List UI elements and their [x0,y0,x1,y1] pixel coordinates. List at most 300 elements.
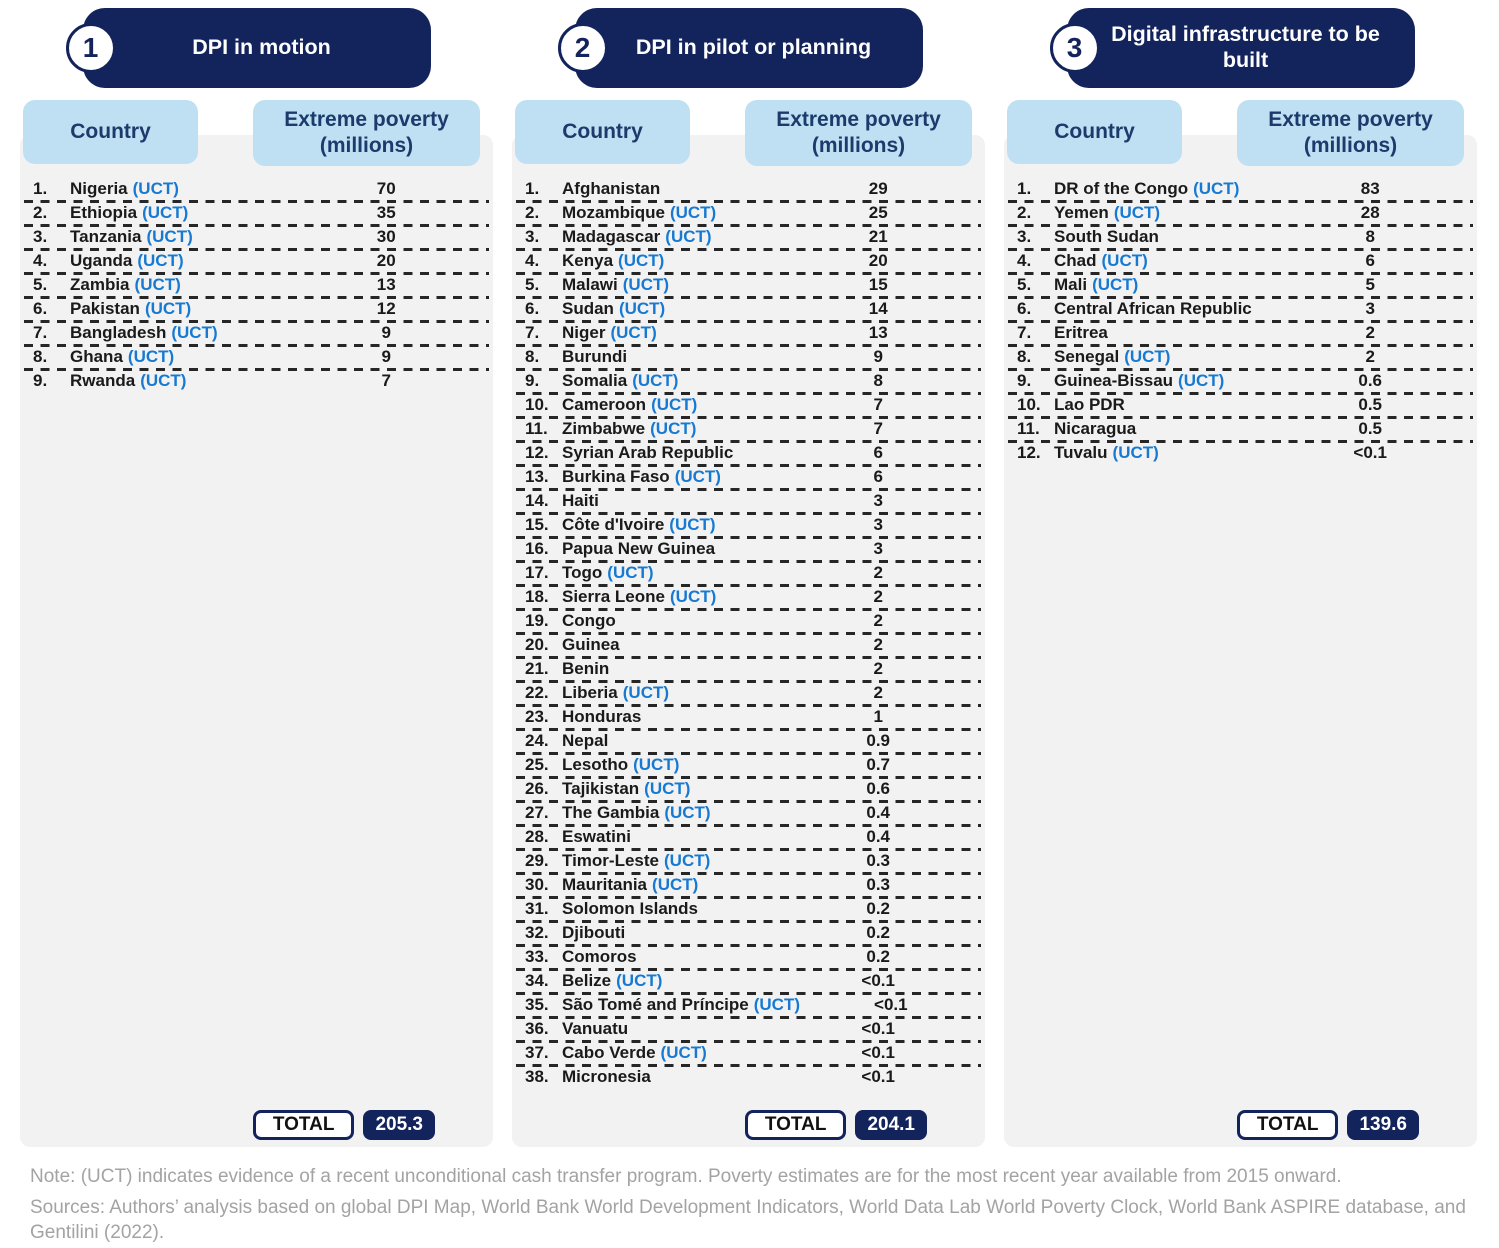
row-country [1054,203,1279,223]
row-value: <0.1 [874,995,908,1014]
row-rank: 2. [525,203,540,222]
row-country [1054,443,1279,463]
country-name: Liberia [562,683,618,702]
row-value: <0.1 [861,1067,895,1086]
row-country [70,227,295,247]
table-row [512,393,985,417]
uct-tag: (UCT) [670,587,717,606]
row-value: 0.2 [866,899,891,918]
uct-tag: (UCT) [1101,251,1148,270]
row-country [70,275,295,295]
table-row [512,177,985,201]
country-name: Central African Republic [1054,299,1252,318]
table-row [512,657,985,681]
row-country [562,707,787,727]
row-rank: 5. [1017,275,1032,294]
sources-text: Sources: Authors’ analysis based on global DPI Map, World Bank World Development Indicators, World Data Lab World Poverty Clock, World Bank ASPIRE database, and Gentilini (2022). [30,1196,1466,1244]
country-name: Tanzania [70,227,142,246]
country-name: Cameroon [562,395,647,414]
row-value: 35 [376,203,396,222]
row-value: 9 [381,347,391,366]
row-value: 2 [873,659,883,678]
row-country [562,851,787,871]
row-value: 14 [868,299,888,318]
table-row [512,609,985,633]
panel-digital-infrastructure-to-be-built [1004,8,1477,1147]
row-country [562,323,787,343]
country-name: Ghana [70,347,123,366]
row-country [562,419,787,439]
table-row [512,561,985,585]
row-country [562,179,787,199]
country-name: Chad [1054,251,1097,270]
row-country [562,539,787,559]
row-value: 29 [868,179,888,198]
table-row [512,297,985,321]
total-value: 204.1 [855,1110,927,1140]
uct-tag: (UCT) [622,683,670,702]
country-name: Guinea [562,635,620,654]
uct-tag: (UCT) [171,323,218,342]
table-row [512,321,985,345]
country-name: Timor-Leste [562,851,659,870]
row-country [562,515,787,535]
row-country [562,779,787,799]
row-value: 2 [873,635,883,654]
country-name: Syrian Arab Republic [562,443,734,462]
table-row [512,537,985,561]
row-value: 70 [376,179,396,198]
row-value: 21 [868,227,888,246]
uct-tag: (UCT) [1193,179,1240,198]
row-value: 2 [873,587,883,606]
row-value: 0.3 [866,851,891,870]
row-country [562,947,787,967]
row-rank: 31. [525,899,549,918]
row-rank: 16. [525,539,549,558]
table-row [512,273,985,297]
panel-1-column-headers [20,100,493,166]
column-header-extreme-poverty: Extreme poverty (millions) [745,100,972,166]
row-country [562,755,787,775]
table-row [512,681,985,705]
row-value: 3 [1365,299,1375,318]
country-name: Benin [562,659,610,678]
table-row [512,1065,985,1089]
row-rank: 10. [1017,395,1041,414]
country-name: Lesotho [562,755,629,774]
row-country [1054,275,1279,295]
row-rank: 12. [1017,443,1041,462]
uct-tag: (UCT) [652,875,699,894]
row-rank: 3. [1017,227,1032,246]
panel-2-title: DPI in pilot or planning [635,35,872,60]
country-name: Vanuatu [562,1019,629,1038]
row-value: 28 [1360,203,1380,222]
row-rank: 6. [525,299,540,318]
row-country [562,371,787,391]
row-rank: 34. [525,971,549,990]
country-name: Madagascar [562,227,661,246]
row-rank: 20. [525,635,549,654]
row-country [70,371,295,391]
country-name: Tajikistan [562,779,640,798]
row-country [562,443,787,463]
row-value: 8 [873,371,883,390]
panel-dpi-in-motion [20,8,493,1147]
row-country [1054,227,1279,247]
table-row [1004,225,1477,249]
uct-tag: (UCT) [607,563,654,582]
row-country [1054,179,1279,199]
table-row [512,489,985,513]
country-name: Nepal [562,731,609,750]
country-name: Mali [1054,275,1088,294]
row-value: 0.6 [1358,371,1383,390]
country-name: South Sudan [1054,227,1159,246]
row-country [562,563,787,583]
table-row [512,1041,985,1065]
uct-tag: (UCT) [622,275,670,294]
row-value: 0.9 [866,731,891,750]
uct-tag: (UCT) [146,227,193,246]
panel-3-column-headers [1004,100,1477,166]
country-name: Ethiopia [70,203,138,222]
row-country [562,491,787,511]
table-row [512,729,985,753]
row-value: 0.5 [1358,419,1383,438]
row-rank: 32. [525,923,549,942]
row-rank: 33. [525,947,549,966]
table-row [1004,177,1477,201]
uct-tag: (UCT) [669,515,716,534]
row-value: 7 [873,395,883,414]
table-row [1004,369,1477,393]
row-country [1054,395,1279,415]
row-value: 0.2 [866,947,891,966]
row-rank: 22. [525,683,549,702]
table-row [20,369,493,393]
row-rank: 5. [525,275,540,294]
column-header-extreme-poverty: Extreme poverty (millions) [1237,100,1464,166]
uct-tag: (UCT) [664,851,711,870]
panel-1-title: DPI in motion [192,35,331,60]
row-value: 15 [868,275,888,294]
row-country [562,803,787,823]
uct-tag: (UCT) [610,323,657,342]
row-rank: 4. [1017,251,1032,270]
total-label: TOTAL [253,1110,355,1140]
row-country [562,827,787,847]
row-rank: 13. [525,467,549,486]
table-row [512,1017,985,1041]
row-value: 6 [873,443,883,462]
uct-tag: (UCT) [644,779,691,798]
uct-tag: (UCT) [127,347,175,366]
country-name: DR of the Congo [1054,179,1189,198]
row-country [70,203,295,223]
row-rank: 1. [33,179,48,198]
row-rank: 3. [525,227,540,246]
row-rank: 28. [525,827,549,846]
row-country [562,203,787,223]
row-value: 2 [873,611,883,630]
row-value: 0.4 [866,827,891,846]
uct-tag: (UCT) [140,371,187,390]
total-label: TOTAL [1237,1110,1339,1140]
country-name: Niger [562,323,606,342]
table-row [20,177,493,201]
uct-tag: (UCT) [144,299,192,318]
row-country [1054,347,1279,367]
uct-tag: (UCT) [660,1043,707,1062]
row-value: <0.1 [861,971,895,990]
country-name: Djibouti [562,923,626,942]
row-country [562,587,787,607]
row-value: 25 [868,203,888,222]
country-name: Comoros [562,947,637,966]
table-row [20,297,493,321]
row-country [562,395,787,415]
row-country [562,611,787,631]
row-country [562,731,787,751]
country-name: Bangladesh [70,323,167,342]
row-country [562,995,800,1015]
country-name: Mozambique [562,203,665,222]
row-country [562,299,787,319]
row-country [562,227,787,247]
table-row [512,633,985,657]
table-row [1004,417,1477,441]
row-value: 0.3 [866,875,891,894]
table-row [512,993,985,1017]
row-country [562,275,787,295]
panel-1-title-pill [83,8,431,88]
table-row [512,513,985,537]
row-country [562,1043,787,1063]
country-name: Haiti [562,491,599,510]
panel-3-total-row [1004,1110,1477,1147]
row-rank: 9. [525,371,540,390]
table-row [20,201,493,225]
row-country [562,635,787,655]
uct-tag: (UCT) [1124,347,1171,366]
row-rank: 18. [525,587,549,606]
uct-tag: (UCT) [1113,203,1161,222]
column-header-country: Country [23,100,198,164]
row-rank: 27. [525,803,549,822]
uct-tag: (UCT) [633,755,680,774]
column-header-extreme-poverty: Extreme poverty (millions) [253,100,480,166]
table-row [512,825,985,849]
row-rank: 23. [525,707,549,726]
row-value: 0.6 [866,779,891,798]
row-rank: 8. [1017,347,1032,366]
row-rank: 24. [525,731,549,750]
row-rank: 2. [33,203,48,222]
row-rank: 38. [525,1067,549,1086]
row-value: 2 [873,563,883,582]
country-name: Zambia [70,275,130,294]
table-row [512,345,985,369]
row-rank: 7. [33,323,48,342]
panel-1-number-badge: 1 [66,23,116,73]
row-country [70,347,295,367]
row-country [562,251,787,271]
row-rank: 10. [525,395,549,414]
panel-2-total-row [512,1110,985,1147]
row-rank: 21. [525,659,549,678]
row-country [70,179,295,199]
country-name: Afghanistan [562,179,661,198]
table-row [512,705,985,729]
panel-2-column-headers [512,100,985,166]
uct-tag: (UCT) [650,419,697,438]
row-rank: 6. [1017,299,1032,318]
table-row [20,321,493,345]
row-value: 7 [873,419,883,438]
row-country [562,875,787,895]
panel-2-table [512,135,985,1147]
country-name: Nicaragua [1054,419,1137,438]
row-rank: 25. [525,755,549,774]
table-row [512,945,985,969]
row-value: 2 [1365,347,1375,366]
panel-1-rows [20,177,493,393]
table-row [1004,201,1477,225]
table-row [512,201,985,225]
row-value: 13 [868,323,888,342]
row-country [70,251,295,271]
row-country [562,1067,787,1087]
note-text: Note: (UCT) indicates evidence of a recent unconditional cash transfer program. Poverty estimates are for the most recent year available from 2015 onward. [30,1166,1342,1187]
country-name: Senegal [1054,347,1120,366]
table-row [512,225,985,249]
country-name: Uganda [70,251,133,270]
row-value: <0.1 [861,1043,895,1062]
row-value: 9 [873,347,883,366]
country-name: Solomon Islands [562,899,699,918]
country-name: Eswatini [562,827,631,846]
total-label: TOTAL [745,1110,847,1140]
row-value: 13 [376,275,396,294]
table-row [512,585,985,609]
panel-1-total-row [20,1110,493,1147]
country-name: The Gambia [562,803,660,822]
country-name: Togo [562,563,603,582]
uct-tag: (UCT) [665,227,712,246]
panel-3-table [1004,135,1477,1147]
country-name: Yemen [1054,203,1109,222]
country-name: Somalia [562,371,628,390]
row-country [70,323,295,343]
row-value: 2 [1365,323,1375,342]
table-row [20,249,493,273]
country-name: Mauritania [562,875,648,894]
row-rank: 15. [525,515,549,534]
table-row [20,225,493,249]
row-rank: 11. [1017,419,1040,438]
table-row [20,345,493,369]
table-row [512,777,985,801]
country-name: Honduras [562,707,642,726]
row-rank: 4. [525,251,540,270]
table-row [1004,441,1477,465]
row-value: 3 [873,491,883,510]
row-rank: 26. [525,779,549,798]
table-row [512,873,985,897]
panel-2-number-badge: 2 [558,23,608,73]
table-row [512,897,985,921]
row-value: 0.5 [1358,395,1383,414]
table-row [20,273,493,297]
total-value: 139.6 [1347,1110,1419,1140]
row-value: 6 [873,467,883,486]
table-row [512,753,985,777]
panel-3-rows [1004,177,1477,465]
country-name: Cabo Verde [562,1043,656,1062]
row-country [1054,299,1279,319]
table-row [1004,297,1477,321]
row-value: 9 [381,323,391,342]
uct-tag: (UCT) [664,803,711,822]
uct-tag: (UCT) [651,395,698,414]
row-value: 7 [381,371,391,390]
row-rank: 12. [525,443,549,462]
row-value: 20 [376,251,396,270]
country-name: Lao PDR [1054,395,1125,414]
uct-tag: (UCT) [618,299,666,318]
table-row [512,465,985,489]
row-country [1054,251,1279,271]
row-value: 0.4 [866,803,891,822]
row-rank: 4. [33,251,48,270]
uct-tag: (UCT) [632,371,679,390]
row-rank: 7. [525,323,540,342]
country-name: Micronesia [562,1067,651,1086]
row-country [562,923,787,943]
table-row [512,921,985,945]
uct-tag: (UCT) [142,203,189,222]
column-header-country: Country [1007,100,1182,164]
uct-tag: (UCT) [616,971,663,990]
country-name: Belize [562,971,612,990]
country-name: Rwanda [70,371,136,390]
uct-tag: (UCT) [134,275,181,294]
row-rank: 1. [525,179,540,198]
table-row [1004,345,1477,369]
row-rank: 2. [1017,203,1032,222]
row-value: 2 [873,683,883,702]
country-name: Nigeria [70,179,128,198]
row-value: 30 [376,227,396,246]
uct-tag: (UCT) [753,995,800,1014]
table-row [512,441,985,465]
panel-2-title-pill [575,8,923,88]
row-rank: 29. [525,851,549,870]
row-value: <0.1 [1353,443,1387,462]
row-country [70,299,295,319]
country-name: Tuvalu [1054,443,1108,462]
row-value: 1 [873,707,883,726]
country-name: Papua New Guinea [562,539,716,558]
row-value: 12 [376,299,396,318]
row-rank: 19. [525,611,549,630]
country-name: Eritrea [1054,323,1108,342]
uct-tag: (UCT) [674,467,721,486]
row-value: 3 [873,539,883,558]
row-country [562,467,787,487]
